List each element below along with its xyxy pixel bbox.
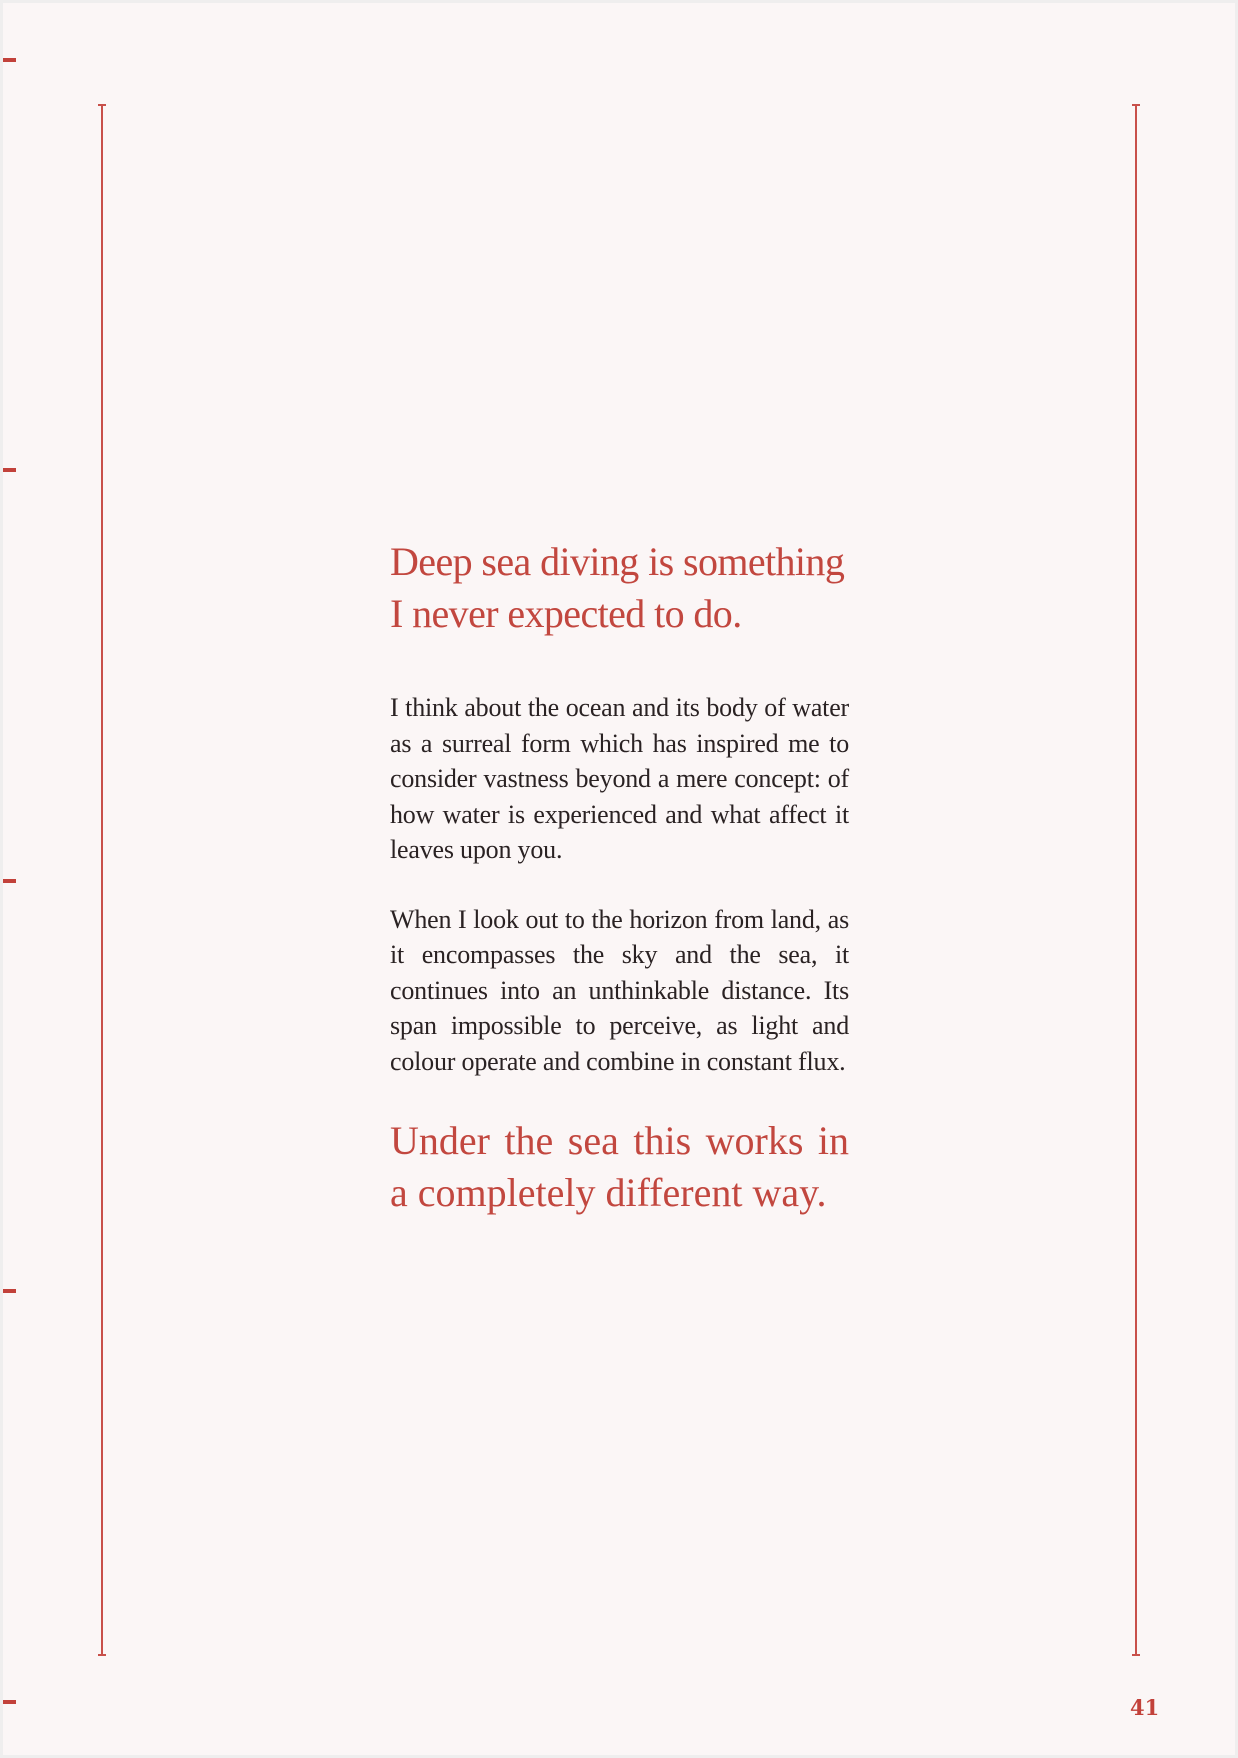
closing-statement: Under the sea this works in a completely different way. [390, 1118, 849, 1215]
right-margin-rule [1135, 104, 1137, 1656]
pull-quote-heading: Deep sea diving is something I never expected to do. [390, 539, 845, 636]
margin-tick-mark [3, 468, 16, 472]
page [3, 3, 1235, 1755]
margin-tick-mark [3, 1700, 16, 1704]
margin-tick-mark [3, 1289, 16, 1293]
text-column [390, 536, 849, 1219]
margin-tick-mark [3, 58, 16, 62]
page-number: 41 [1130, 1695, 1160, 1720]
margin-tick-mark [3, 879, 16, 883]
body-paragraph: I think about the ocean and its body of water as a surreal form which has inspired me to consider vastness beyond a mere concept: of how water is experienced and what affect it leaves upon you. [390, 693, 849, 864]
body-paragraph: When I look out to the horizon from land, as it encompasses the sky and the sea, it continues into an unthinkable distance. Its span impossible to perceive, as light and colour operate and combine in constant flux. [390, 904, 849, 1076]
left-margin-rule [101, 104, 103, 1656]
